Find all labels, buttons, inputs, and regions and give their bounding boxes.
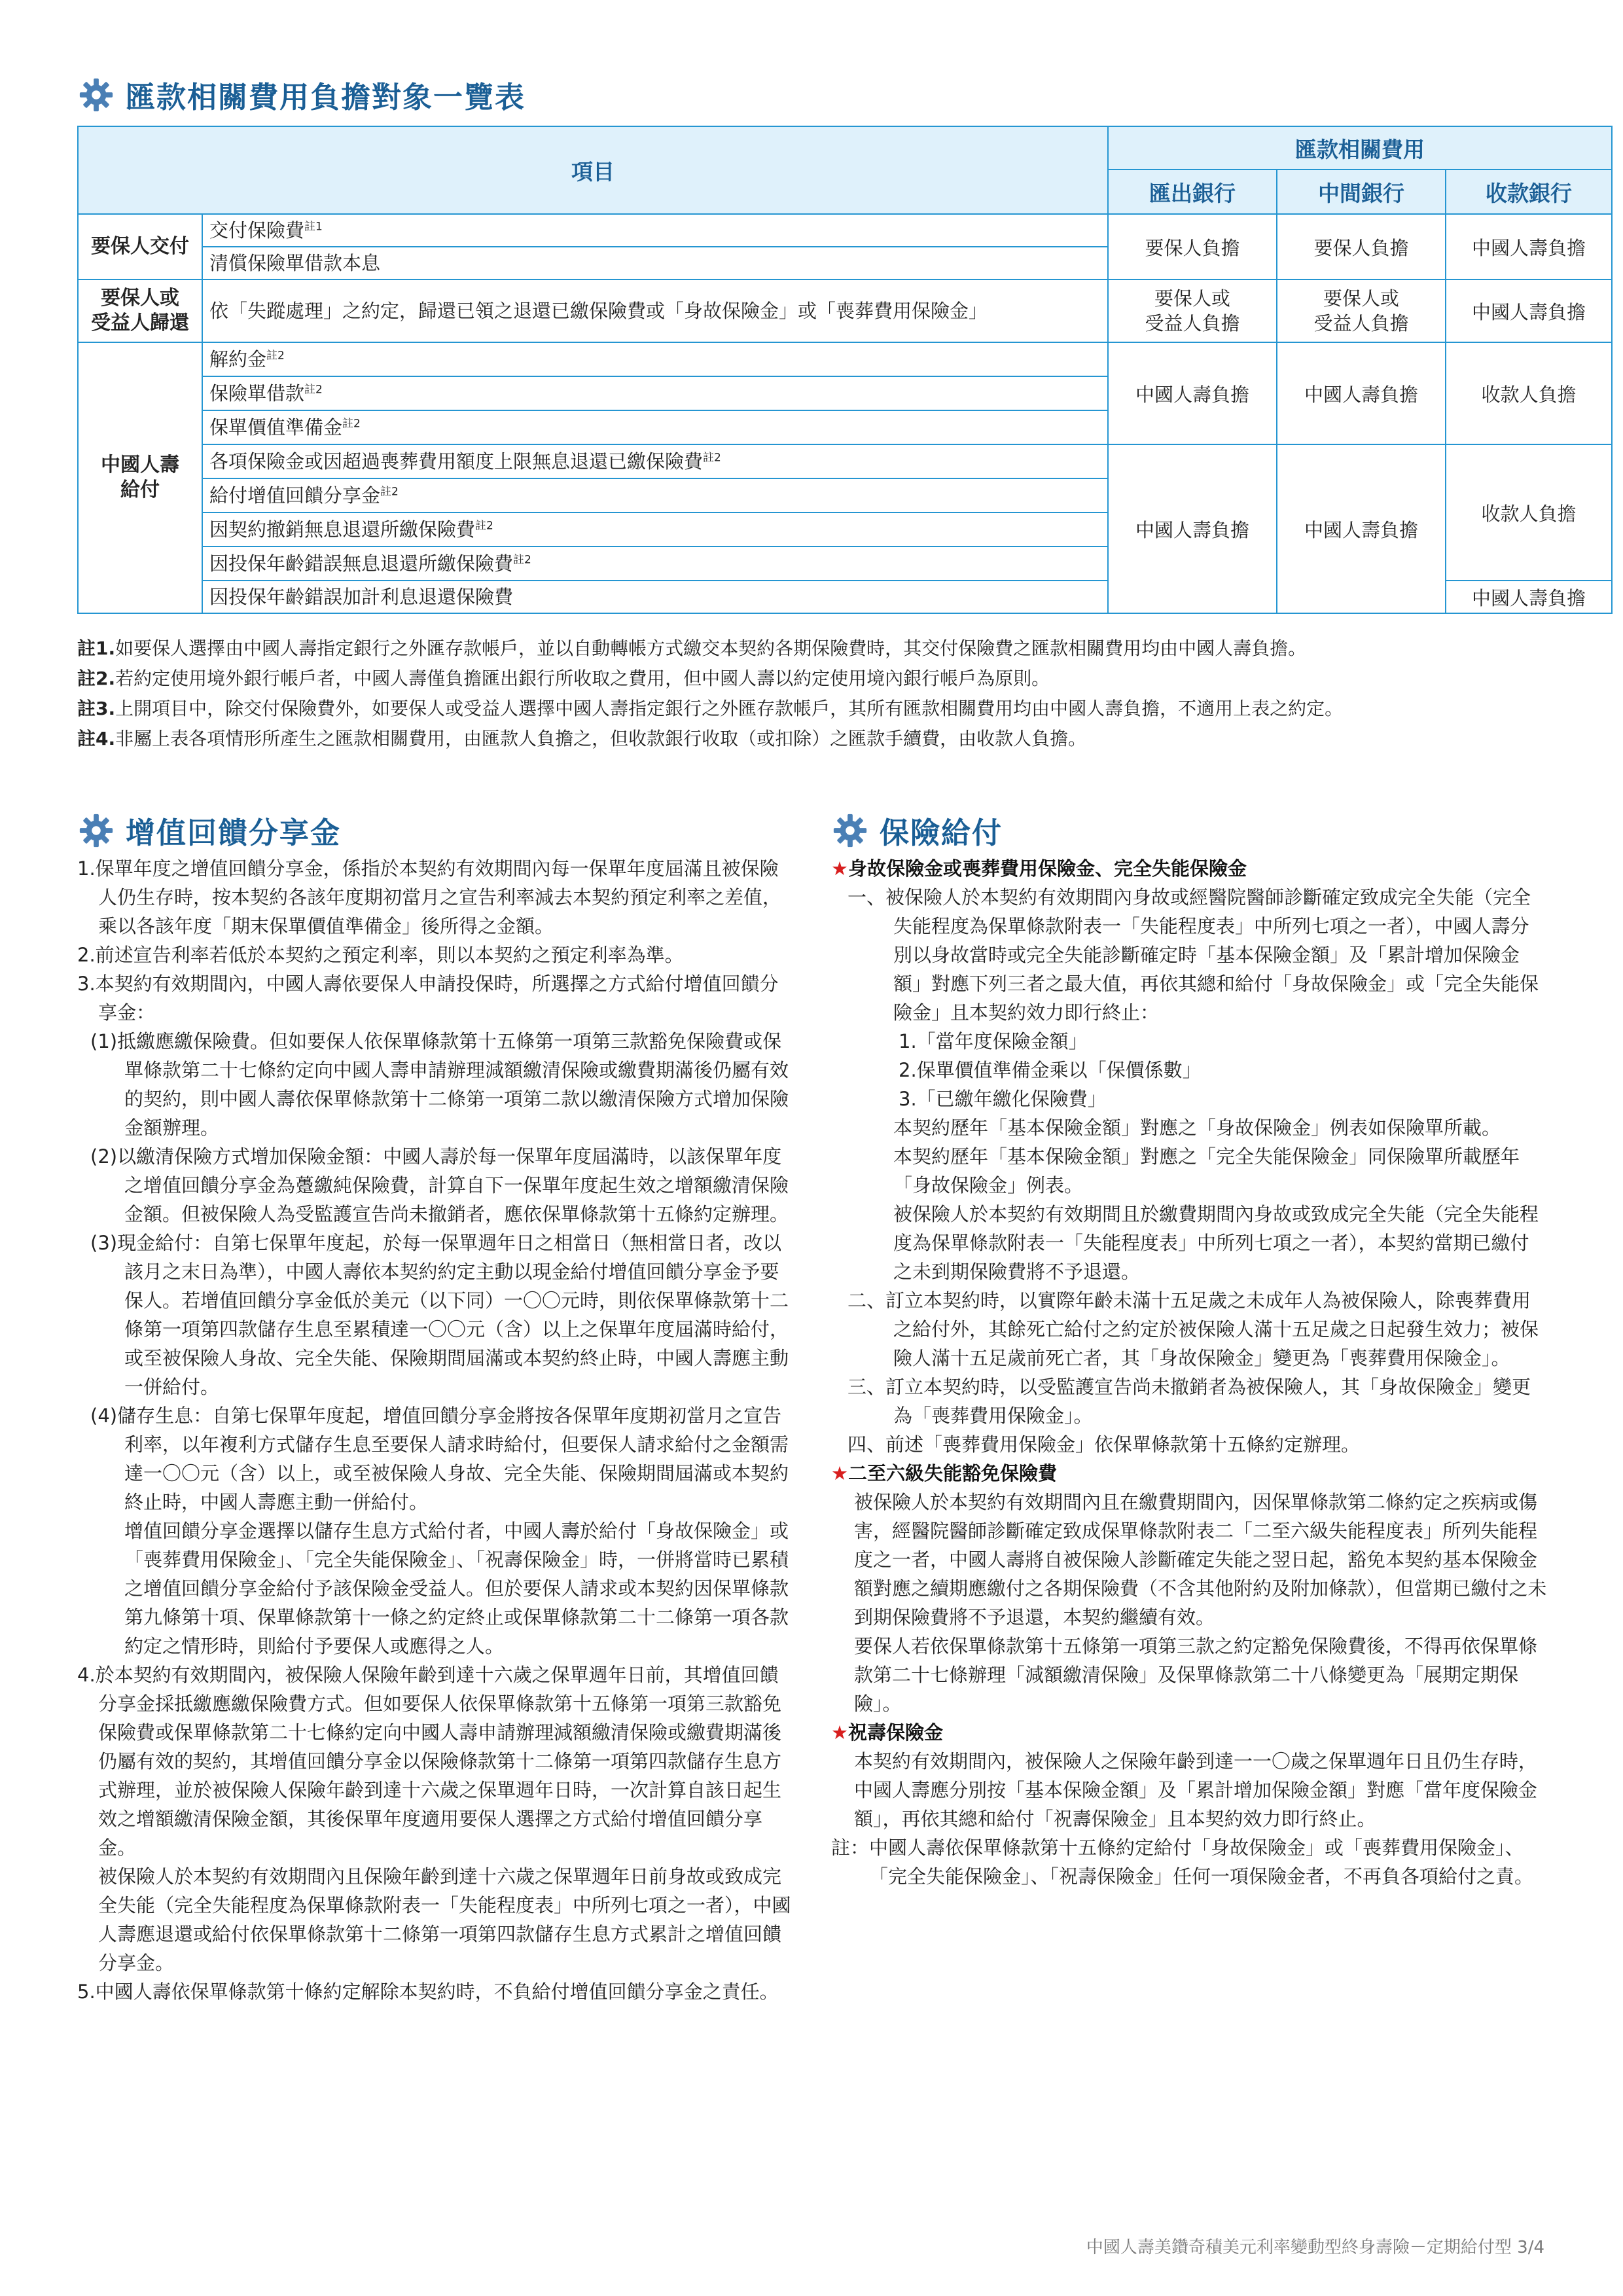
note-1: 註1. 如要保人選擇由中國人壽指定銀行之外匯存款帳戶，並以自動轉帳方式繳交本契約各期保險費時，其交付保險費之匯款相關費用均由中國人壽負擔。 xyxy=(77,637,1307,659)
paragraph: 被保險人於本契約有效期間且於繳費期間內身故或致成完全失能（完全失能程度為保單條款附表一「失能程度表」中所列七項之一者），本契約當期已繳付之未到期保險費將不予退還。 xyxy=(893,1203,1539,1283)
paragraph: (3)現金給付：自第七保單年度起，於每一保單週年日之相當日（無相當日者，改以該月之末日為準），中國人壽依本契約約定主動以現金給付增值回饋分享金予要保人。若增值回饋分享金低於美元（以下同）一〇〇元時，則依保單條款第十二條第一項第四款儲存生息至累積達一〇〇元（含）以上之保單年度屆滿時給付，或至被保險人身故、完全失能、保險期間屆滿或本契約終止時，中國人壽應主動一併給付。 xyxy=(90,1232,789,1398)
star-icon: ★ xyxy=(831,1721,848,1744)
gear-icon xyxy=(77,812,115,850)
paragraph: (1)抵繳應繳保險費。但如要保人依保單條款第十五條第一項第三款豁免保險費或保單條款第二十七條約定向中國人壽申請辦理減額繳清保險或繳費期滿後仍屬有效的契約，則中國人壽依保單條款第十二條第一項第二款以繳清保險方式增加保險金額辦理。 xyxy=(90,1030,789,1139)
star-icon: ★ xyxy=(831,1462,848,1484)
header-remit-bank: 匯出銀行 xyxy=(1108,170,1277,214)
cell-remit: 要保人或 受益人負擔 xyxy=(1108,279,1277,342)
cell-intermediary: 中國人壽負擔 xyxy=(1277,444,1446,613)
paragraph: 3.本契約有效期間內，中國人壽依要保人申請投保時，所選擇之方式給付增值回饋分享金： xyxy=(77,973,779,1024)
gear-icon xyxy=(77,76,115,114)
table-row: 因投保年齡錯誤加計利息退還保險費 xyxy=(202,581,1108,613)
bonus-section-heading xyxy=(77,809,341,852)
paragraph: 本契約歷年「基本保險金額」對應之「身故保險金」例表如保險單所載。 xyxy=(893,1117,1501,1139)
cell-receiving: 中國人壽負擔 xyxy=(1446,279,1612,342)
table-row: 交付保險費$^{註1}$ xyxy=(202,214,1108,247)
header-receiving-bank: 收款銀行 xyxy=(1446,170,1612,214)
list-item: 3.「已繳年繳化保險費」 xyxy=(899,1088,1107,1110)
table-section-title: 匯款相關費用負擔對象一覽表 xyxy=(126,80,526,115)
page-footer: 中國人壽美鑽奇積美元利率變動型終身壽險－定期給付型 3/4 xyxy=(1086,2238,1544,2257)
cell-intermediary: 要保人或 受益人負擔 xyxy=(1277,279,1446,342)
cell-intermediary: 中國人壽負擔 xyxy=(1277,342,1446,444)
cell-receiving: 收款人負擔 xyxy=(1446,342,1612,444)
header-intermediary-bank: 中間銀行 xyxy=(1277,170,1446,214)
table-row: 因投保年齡錯誤無息退還所繳保險費$^{註2}$ xyxy=(202,547,1108,581)
table-row: 依「失蹤處理」之約定，歸還已領之退還已繳保險費或「身故保險金」或「喪葬費用保險金」 xyxy=(202,279,1108,342)
paragraph: 2.前述宣告利率若低於本契約之預定利率，則以本契約之預定利率為準。 xyxy=(77,944,684,966)
header-fees: 匯款相關費用 xyxy=(1108,126,1612,170)
paragraph: 1.保單年度之增值回饋分享金，係指於本契約有效期間內每一保單年度屆滿且被保險人仍生存時，按本契約各該年度期初當月之宣告利率減去本契約預定利率之差值，乘以各該年度「期末保單價值準備金」後所得之金額。 xyxy=(77,857,782,937)
fee-table xyxy=(77,126,1613,614)
header-item: 項目 xyxy=(78,126,1108,214)
paragraph: 要保人若依保單條款第十五條第一項第三款之約定豁免保險費後，不得再依保單條款第二十七條辦理「減額繳清保險」及保單條款第二十八條變更為「展期定期保險」。 xyxy=(854,1635,1538,1715)
cell-remit: 要保人負擔 xyxy=(1108,214,1277,279)
cell-receiving: 中國人壽負擔 xyxy=(1446,581,1612,613)
list-item: 2.保單價值準備金乘以「保價係數」 xyxy=(899,1059,1202,1081)
subheading-death-benefit: ★身故保險金或喪葬費用保險金、完全失能保險金 xyxy=(831,857,1247,880)
cell-intermediary: 要保人負擔 xyxy=(1277,214,1446,279)
cell-remit: 中國人壽負擔 xyxy=(1108,342,1277,444)
paragraph: 四、前述「喪葬費用保險金」依保單條款第十五條約定辦理。 xyxy=(847,1433,1361,1456)
cell-remit: 中國人壽負擔 xyxy=(1108,444,1277,613)
paragraph: 本契約有效期間內，被保險人之保險年齡到達一一〇歲之保單週年日且仍生存時，中國人壽應分別按「基本保險金額」及「累計增加保險金額」對應「當年度保險金額」，再依其總和給付「祝壽保險金」且本契約效力即行終止。 xyxy=(854,1750,1538,1830)
star-icon: ★ xyxy=(831,857,848,880)
paragraph: 被保險人於本契約有效期間內且保險年齡到達十六歲之保單週年日前身故或致成完全失能（完全失能程度為保單條款附表一「失能程度表」中所列七項之一者），中國人壽應退還或給付依保單條款第十二條第一項第四款儲存生息方式累計之增值回饋分享金。 xyxy=(98,1865,791,1974)
table-row: 清償保險單借款本息 xyxy=(202,247,1108,279)
table-row: 因契約撤銷無息退還所繳保險費$^{註2}$ xyxy=(202,512,1108,547)
gear-icon xyxy=(831,812,869,850)
cell-receiving: 中國人壽負擔 xyxy=(1446,214,1612,279)
table-row: 給付增值回饋分享金$^{註2}$ xyxy=(202,478,1108,512)
paragraph: 二、訂立本契約時，以實際年齡未滿十五足歲之未成年人為被保險人，除喪葬費用之給付外，其餘死亡給付之約定於被保險人滿十五足歲之日起發生效力；被保險人滿十五足歲前死亡者，其「身故保險金」變更為「喪葬費用保險金」。 xyxy=(847,1289,1539,1369)
row-header-company-pay: 中國人壽 給付 xyxy=(78,342,202,613)
note-2: 註2. 若約定使用境外銀行帳戶者，中國人壽僅負擔匯出銀行所收取之費用，但中國人壽以約定使用境內銀行帳戶為原則。 xyxy=(77,668,1050,689)
paragraph: 被保險人於本契約有效期間內且在繳費期間內，因保單條款第二條約定之疾病或傷害，經醫院醫師診斷確定致成保單條款附表二「二至六級失能程度表」所列失能程度之一者，中國人壽將自被保險人診斷確定失能之翌日起，豁免本契約基本保險金額對應之續期應繳付之各期保險費（不含其他附約及附加條款），但當期已繳付之未到期保險費將不予退還，本契約繼續有效。 xyxy=(854,1491,1547,1628)
benefits-section-body xyxy=(831,854,1548,1891)
table-row: 解約金$^{註2}$ xyxy=(202,342,1108,376)
list-item: 1.「當年度保險金額」 xyxy=(899,1030,1088,1052)
table-notes xyxy=(77,634,1543,754)
bonus-section-body xyxy=(77,854,794,2006)
paragraph: 增值回饋分享金選擇以儲存生息方式給付者，中國人壽於給付「身故保險金」或「喪葬費用保險金」、「完全失能保險金」、「祝壽保險金」時，一併將當時已累積之增值回饋分享金給付予該保險金受益人。但於要保人請求或本契約因保單條款第九條第十項、保單條款第十一條之約定終止或保單條款第二十二條第一項各款約定之情形時，則給付予要保人或應得之人。 xyxy=(124,1520,789,1657)
subheading-waiver: ★二至六級失能豁免保險費 xyxy=(831,1462,1058,1484)
table-section-heading xyxy=(77,73,526,116)
paragraph: (4)儲存生息：自第七保單年度起，增值回饋分享金將按各保單年度期初當月之宣告利率，以年複利方式儲存生息至要保人請求時給付，但要保人請求給付之金額需達一〇〇元（含）以上，或至被保險人身故、完全失能、保險期間屆滿或本契約終止時，中國人壽應主動一併給付。 xyxy=(90,1405,789,1513)
note-3: 註3. 上開項目中，除交付保險費外，如要保人或受益人選擇中國人壽指定銀行之外匯存款帳戶，其所有匯款相關費用均由中國人壽負擔，不適用上表之約定。 xyxy=(77,698,1344,719)
benefits-section-heading xyxy=(831,809,1003,852)
row-header-policyholder-pay: 要保人交付 xyxy=(78,214,202,279)
paragraph: 一、被保險人於本契約有效期間內身故或經醫院醫師診斷確定致成完全失能（完全失能程度為保單條款附表一「失能程度表」中所列七項之一者），中國人壽分別以身故當時或完全失能診斷確定時「基本保險金額」及「累計增加保險金額」對應下列三者之最大值，再依其總和給付「身故保險金」或「完全失能保險金」且本契約效力即行終止： xyxy=(847,886,1539,1024)
benefits-section-title: 保險給付 xyxy=(880,816,1003,850)
paragraph: 本契約歷年「基本保險金額」對應之「完全失能保險金」同保險單所載歷年「身故保險金」例表。 xyxy=(893,1145,1520,1196)
note-4: 註4. 非屬上表各項情形所產生之匯款相關費用，由匯款人負擔之，但收款銀行收取（或扣除）之匯款手續費，由收款人負擔。 xyxy=(77,728,1087,749)
row-header-return: 要保人或 受益人歸還 xyxy=(78,279,202,342)
paragraph: 註：中國人壽依保單條款第十五條約定給付「身故保險金」或「喪葬費用保險金」、「完全失能保險金」、「祝壽保險金」任何一項保險金者，不再負各項給付之責。 xyxy=(831,1837,1534,1888)
bonus-section-title: 增值回饋分享金 xyxy=(126,816,342,850)
cell-receiving: 收款人負擔 xyxy=(1446,444,1612,581)
paragraph: (2)以繳清保險方式增加保險金額：中國人壽於每一保單年度屆滿時，以該保單年度之增值回饋分享金為躉繳純保險費，計算自下一保單年度起生效之增額繳清保險金額。但被保險人為受監護宣告尚未撤銷者，應依保單條款第十五條約定辦理。 xyxy=(90,1145,789,1225)
paragraph: 三、訂立本契約時，以受監護宣告尚未撤銷者為被保險人，其「身故保險金」變更為「喪葬費用保險金」。 xyxy=(847,1376,1531,1427)
paragraph: 4.於本契約有效期間內，被保險人保險年齡到達十六歲之保單週年日前，其增值回饋分享金採抵繳應繳保險費方式。但如要保人依保單條款第十五條第一項第三款豁免保險費或保單條款第二十七條約定向中國人壽申請辦理減額繳清保險或繳費期滿後仍屬有效的契約，其增值回饋分享金以保險條款第十二條第一項第四款儲存生息方式辦理，並於被保險人保險年齡到達十六歲之保單週年日時，一次計算自該日起生效之增額繳清保險金額，其後保單年度適用要保人選擇之方式給付增值回饋分享金。 xyxy=(77,1664,782,1859)
table-row: 保單價值準備金$^{註2}$ xyxy=(202,410,1108,444)
subheading-longevity: ★祝壽保險金 xyxy=(831,1721,944,1744)
table-row: 保險單借款$^{註2}$ xyxy=(202,376,1108,410)
table-row: 各項保險金或因超過喪葬費用額度上限無息退還已繳保險費$^{註2}$ xyxy=(202,444,1108,478)
paragraph: 5.中國人壽依保單條款第十條約定解除本契約時，不負給付增值回饋分享金之責任。 xyxy=(77,1981,779,2003)
